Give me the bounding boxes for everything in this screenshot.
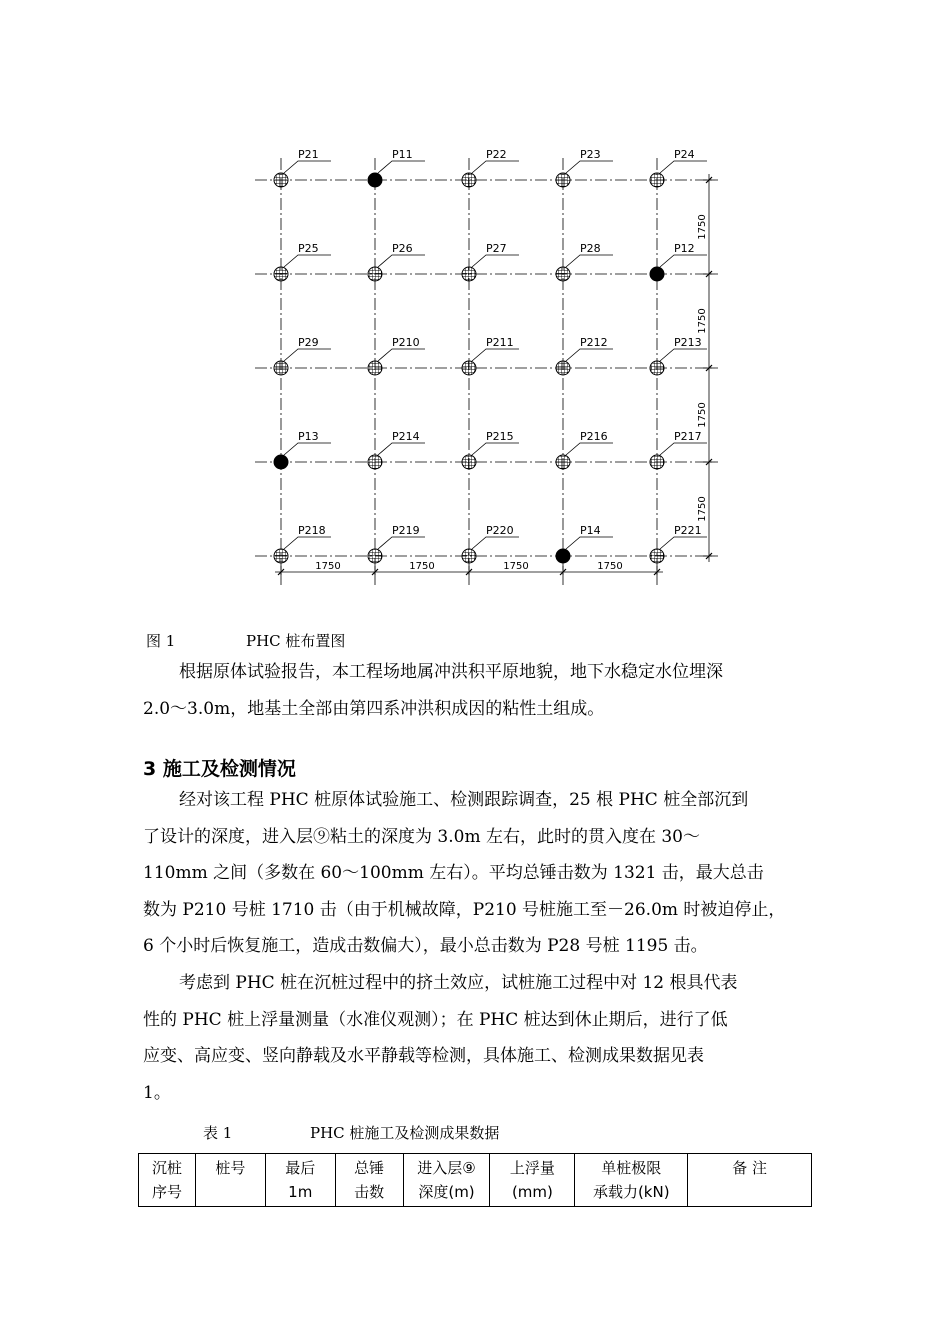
dimension-label: 1750 — [697, 402, 708, 428]
table-caption-label: 表 1 — [203, 1124, 233, 1142]
pile-leader-line — [660, 349, 707, 361]
para3-line: 考虑到 PHC 桩在沉桩过程中的挤土效应，试桩施工过程中对 12 根具代表 — [179, 973, 738, 993]
pile-layout-diagram — [0, 0, 950, 600]
pile-label: P215 — [486, 430, 514, 443]
pile-marker — [556, 361, 570, 375]
header-cell-pile-order: 沉桩 序号 — [139, 1154, 196, 1207]
pile-label: P26 — [392, 242, 413, 255]
pile-label: P219 — [392, 524, 420, 537]
table-caption-title: PHC 桩施工及检测成果数据 — [310, 1124, 500, 1142]
pile-leader-line — [284, 349, 331, 361]
pile-leader-line — [378, 255, 425, 267]
dimension-label: 1750 — [697, 214, 708, 240]
dimension-label: 1750 — [503, 561, 529, 572]
pile-leader-line — [566, 537, 613, 549]
para2-line: 了设计的深度，进入层⑨粘土的深度为 3.0m 左右，此时的贯入度在 30～ — [143, 826, 700, 847]
pile-leader-line — [378, 537, 425, 549]
pile-label: P21 — [298, 148, 319, 161]
pile-marker — [650, 549, 664, 563]
pile-leader-line — [284, 443, 331, 455]
header-cell-capacity: 单桩极限 承载力(kN) — [575, 1154, 688, 1207]
results-table — [138, 1153, 812, 1207]
pile-label: P25 — [298, 242, 319, 255]
section-heading: 3 施工及检测情况 — [143, 758, 296, 780]
pile-leader-line — [284, 255, 331, 267]
pile-marker — [650, 361, 664, 375]
header-cell-pile-id: 桩号 — [195, 1154, 265, 1207]
para1-line: 根据原体试验报告，本工程场地属冲洪积平原地貌，地下水稳定水位埋深 — [179, 662, 723, 682]
pile-label: P221 — [674, 524, 702, 537]
pile-marker — [650, 173, 664, 187]
header-cell-total-blows: 总锤 击数 — [335, 1154, 403, 1207]
test-pile-marker — [650, 267, 664, 281]
pile-leader-line — [566, 161, 613, 173]
pile-leader-line — [660, 537, 707, 549]
para3-line: 性的 PHC 桩上浮量测量（水准仪观测）；在 PHC 桩达到休止期后，进行了低 — [143, 1009, 728, 1030]
pile-leader-line — [284, 537, 331, 549]
pile-leader-line — [660, 161, 707, 173]
pile-marker — [368, 455, 382, 469]
pile-marker — [368, 549, 382, 563]
para1-line: 2.0～3.0m，地基土全部由第四系冲洪积成因的粘性土组成。 — [143, 698, 605, 719]
dimension-label: 1750 — [409, 561, 435, 572]
header-cell-penetration-depth: 进入层⑨ 深度(m) — [403, 1154, 490, 1207]
table-header-row — [139, 1154, 812, 1207]
figure-caption-label: 图 1 — [146, 632, 176, 650]
dimension-label: 1750 — [315, 561, 341, 572]
pile-leader-line — [378, 443, 425, 455]
header-cell-last-meter: 最后 1m — [265, 1154, 335, 1207]
pile-marker — [274, 173, 288, 187]
pile-label: P14 — [580, 524, 601, 537]
pile-marker — [274, 361, 288, 375]
pile-leader-line — [472, 537, 519, 549]
pile-marker — [462, 361, 476, 375]
pile-marker — [650, 455, 664, 469]
pile-label: P211 — [486, 336, 514, 349]
pile-label: P23 — [580, 148, 601, 161]
pile-label: P28 — [580, 242, 601, 255]
para2-line: 110mm 之间（多数在 60～100mm 左右）。平均总锤击数为 1321 击，最大总击 — [143, 863, 764, 883]
pile-marker — [462, 549, 476, 563]
para2-line: 数为 P210 号桩 1710 击（由于机械故障，P210 号桩施工至－26.0m 时被迫停止， — [143, 899, 786, 920]
paragraph-construction — [143, 782, 811, 965]
pile-label: P218 — [298, 524, 326, 537]
pile-label: P212 — [580, 336, 608, 349]
test-pile-marker — [368, 173, 382, 187]
pile-label: P11 — [392, 148, 413, 161]
paragraph-site-conditions — [143, 654, 811, 727]
pile-marker — [274, 549, 288, 563]
dimension-label: 1750 — [597, 561, 623, 572]
pile-marker — [556, 455, 570, 469]
para2-line: 经对该工程 PHC 桩原体试验施工、检测跟踪调查，25 根 PHC 桩全部沉到 — [179, 790, 749, 810]
pile-marker — [462, 267, 476, 281]
pile-leader-line — [472, 255, 519, 267]
pile-label: P22 — [486, 148, 507, 161]
pile-label: P12 — [674, 242, 695, 255]
pile-label: P216 — [580, 430, 608, 443]
dimension-label: 1750 — [697, 496, 708, 522]
test-pile-marker — [556, 549, 570, 563]
pile-marker — [274, 267, 288, 281]
test-pile-marker — [274, 455, 288, 469]
para3-line: 1。 — [143, 1082, 171, 1103]
pile-marker — [368, 361, 382, 375]
pile-marker — [462, 455, 476, 469]
pile-leader-line — [566, 443, 613, 455]
pile-leader-line — [284, 161, 331, 173]
paragraph-testing — [143, 965, 811, 1111]
pile-label: P210 — [392, 336, 420, 349]
figure-caption-title: PHC 桩布置图 — [246, 632, 346, 650]
pile-label: P27 — [486, 242, 507, 255]
para2-line: 6 个小时后恢复施工，造成击数偏大），最小总击数为 P28 号桩 1195 击。 — [143, 936, 708, 956]
pile-label: P220 — [486, 524, 514, 537]
pile-leader-line — [472, 161, 519, 173]
pile-leader-line — [378, 349, 425, 361]
pile-leader-line — [566, 255, 613, 267]
pile-label: P13 — [298, 430, 319, 443]
pile-leader-line — [472, 443, 519, 455]
pile-label: P217 — [674, 430, 702, 443]
para3-line: 应变、高应变、竖向静载及水平静载等检测，具体施工、检测成果数据见表 — [143, 1046, 704, 1066]
header-cell-remarks: 备 注 — [688, 1154, 812, 1207]
pile-leader-line — [660, 443, 707, 455]
pile-label: P24 — [674, 148, 695, 161]
pile-marker — [556, 267, 570, 281]
pile-label: P214 — [392, 430, 420, 443]
header-cell-uplift: 上浮量 (mm) — [490, 1154, 575, 1207]
pile-leader-line — [566, 349, 613, 361]
pile-label: P29 — [298, 336, 319, 349]
pile-marker — [556, 173, 570, 187]
pile-marker — [462, 173, 476, 187]
pile-leader-line — [472, 349, 519, 361]
pile-leader-line — [378, 161, 425, 173]
pile-label: P213 — [674, 336, 702, 349]
dimension-label: 1750 — [697, 308, 708, 334]
pile-marker — [368, 267, 382, 281]
pile-leader-line — [660, 255, 707, 267]
